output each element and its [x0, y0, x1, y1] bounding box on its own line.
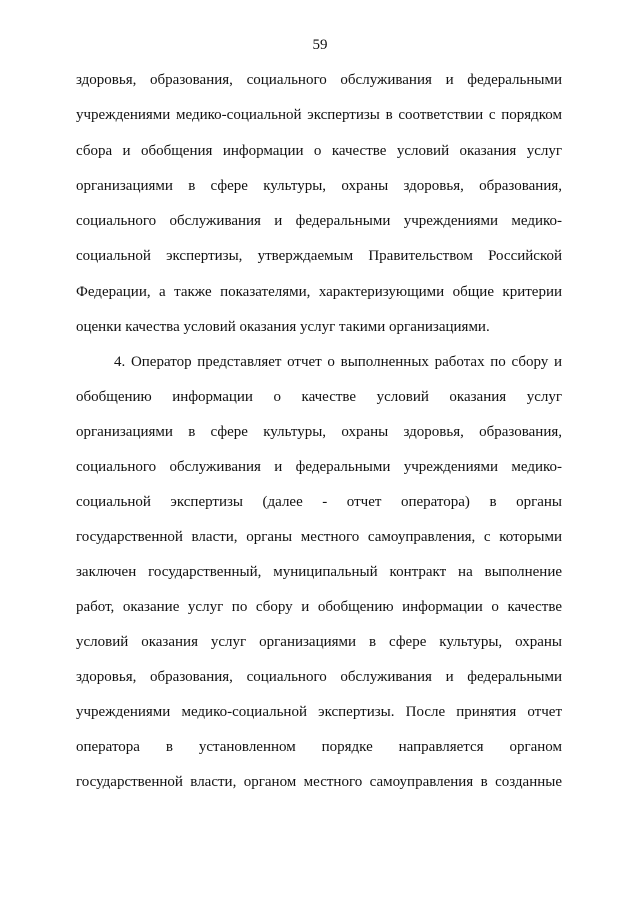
- text-line: организациями в сфере культуры, охраны здоровья, образования,: [76, 178, 562, 194]
- text-line: условий оказания услуг организациями в сфере культуры, охраны: [76, 634, 562, 650]
- text-line: учреждениями медико-социальной экспертизы в соответствии с порядком: [76, 107, 562, 123]
- text-line: государственной власти, органом местного самоуправления в созданные: [76, 774, 562, 790]
- text-line: обобщению информации о качестве условий оказания услуг: [76, 389, 562, 405]
- text-line: социальной экспертизы (далее - отчет оператора) в органы: [76, 494, 562, 510]
- text-line: социального обслуживания и федеральными учреждениями медико-: [76, 459, 562, 475]
- text-line: заключен государственный, муниципальный контракт на выполнение: [76, 564, 562, 580]
- text-line: здоровья, образования, социального обслуживания и федеральными: [76, 669, 562, 685]
- text-line: государственной власти, органы местного самоуправления, с которыми: [76, 529, 562, 545]
- text-line: организациями в сфере культуры, охраны здоровья, образования,: [76, 424, 562, 440]
- text-line: Федерации, а также показателями, характеризующими общие критерии: [76, 284, 562, 300]
- text-line: здоровья, образования, социального обслуживания и федеральными: [76, 72, 562, 88]
- page-number: 59: [312, 37, 328, 53]
- text-line: работ, оказание услуг по сбору и обобщению информации о качестве: [76, 599, 562, 615]
- text-line: социального обслуживания и федеральными учреждениями медико-: [76, 213, 562, 229]
- text-line: социальной экспертизы, утверждаемым Правительством Российской: [76, 248, 562, 264]
- paragraph-first-line: 4. Оператор представляет отчет о выполненных работах по сбору и: [114, 354, 562, 370]
- text-line: сбора и обобщения информации о качестве условий оказания услуг: [76, 143, 562, 159]
- paragraph-last-line: оценки качества условий оказания услуг такими организациями.: [76, 319, 490, 335]
- text-line: учреждениями медико-социальной экспертизы. После принятия отчет: [76, 704, 562, 720]
- text-line: оператора в установленном порядке направляется органом: [76, 739, 562, 755]
